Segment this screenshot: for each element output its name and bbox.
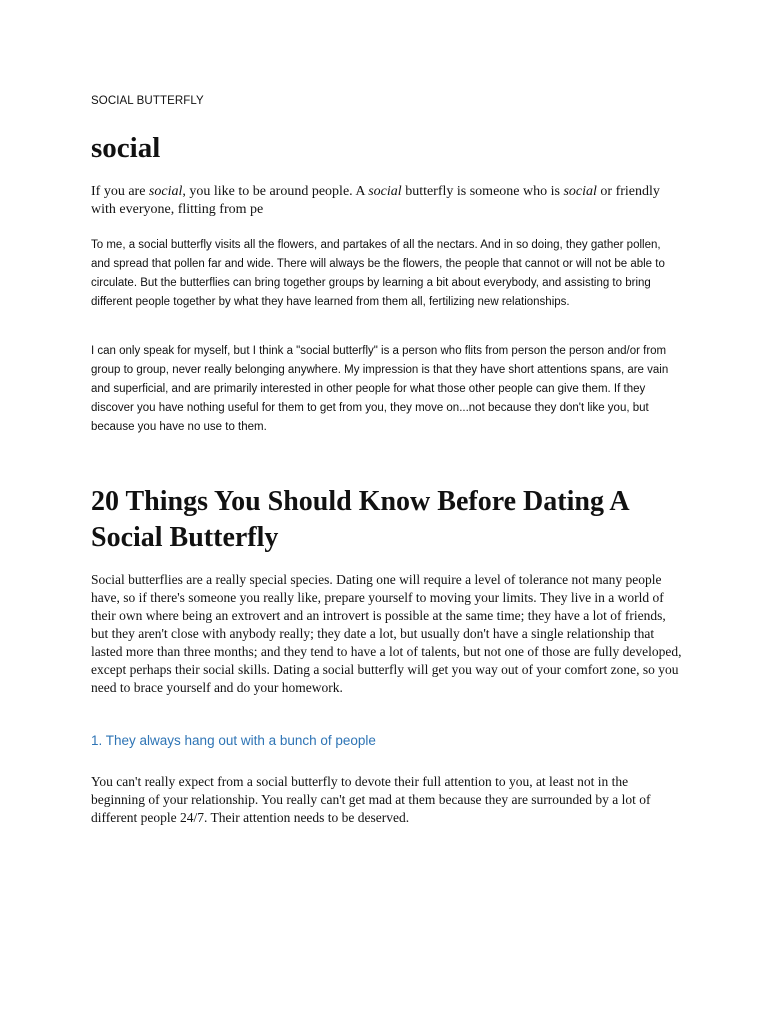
article-title: 20 Things You Should Know Before Dating A Social Butterfly	[91, 486, 629, 553]
definition-text: butterfly is someone who is	[401, 184, 564, 199]
article-intro: Social butterflies are a really special species. Dating one will require a level of tolerance not many people have, so if there's someone you really like, prepare yourself to moving your limits. They live in a world of their own where being an extrovert and an introvert is possible at the same time; they have a lot of friends, but they aren't close with anybody really; they date a lot, but usually don't have a single relationship that lasted more than three months; and they tend to have a lot of talents, but not one of those are fully developed, except perhaps their social skills. Dating a social butterfly will get you way out of your comfort zone, so you need to brace yourself and do your homework.	[91, 572, 682, 695]
opinion-paragraph-2: I can only speak for myself, but I think a "social butterfly" is a person who flits from person the person and/or from group to group, never really belonging anywhere. My impression is that they have short attentions spans, are vain and superficial, and are primarily interested in other people for what those other people can give them. If they discover you have nothing useful for them to get from you, they move on...not because they don't like you, but because you have no use to them.	[91, 345, 669, 433]
document-label: SOCIAL BUTTERFLY	[91, 95, 204, 107]
definition-text: If you are	[91, 184, 149, 199]
definition-text: , you like to be around people. A	[182, 184, 369, 199]
definition-emphasis: social	[563, 184, 597, 199]
opinion-paragraph-1: To me, a social butterfly visits all the flowers, and partakes of all the nectars. And in so doing, they gather pollen, and spread that pollen far and wide. There will always be the flowers, the people that cannot or will not be able to circulate. But the butterflies can bring together groups by learning a bit about everybody, and assisting to bring different people together by what they have learned from them all, fertilizing new relationships.	[91, 239, 665, 308]
definition-text: or friendly with everyone, flitting from pe	[91, 184, 660, 217]
dictionary-definition	[91, 183, 681, 219]
definition-emphasis: social	[368, 184, 402, 199]
definition-emphasis: social	[148, 184, 183, 199]
section-heading: 1. They always hang out with a bunch of people	[91, 733, 376, 748]
section-body: You can't really expect from a social butterfly to devote their full attention to you, at least not in the beginning of your relationship. You really can't get mad at them because they are surrounded by a lot of different people 24/7. Their attention needs to be deserved.	[91, 774, 651, 825]
dictionary-headword: social	[91, 132, 161, 164]
